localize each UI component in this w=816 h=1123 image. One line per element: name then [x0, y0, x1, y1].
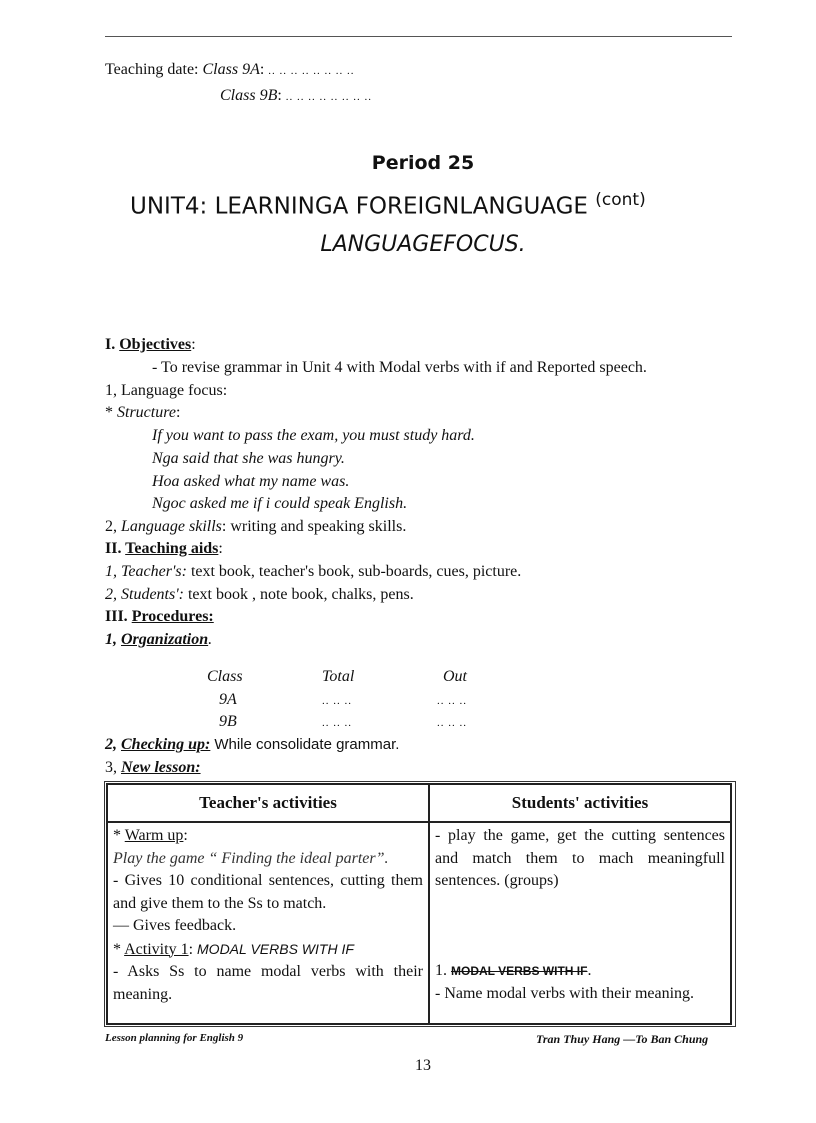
language-focus: 1, Language focus:: [105, 382, 228, 399]
total-col-header: Total: [322, 668, 355, 685]
teaching-date-line-a: Teaching date: Class 9A: .. .. .. .. .. .. .. ..: [105, 61, 355, 78]
example-2: Nga said that she was hungry.: [152, 450, 345, 467]
language-skills-line: [105, 518, 406, 536]
class-9b-label: Class 9B: [220, 87, 278, 104]
procedures-num: III.: [105, 608, 128, 625]
checking-num: 2,: [105, 736, 117, 753]
example-3: Hoa asked what my name was.: [152, 473, 350, 490]
row-9a-out: .. .. ..: [437, 695, 467, 707]
skills-label: Language skills: [121, 518, 222, 535]
row-9b-out: .. .. ..: [437, 717, 467, 729]
unit-title: [130, 190, 646, 220]
unit-title-text: UNIT4: LEARNINGA FOREIGNLANGUAGE: [130, 193, 588, 220]
class-9a-label: Class 9A: [202, 61, 260, 78]
unit-cont: (cont): [595, 190, 646, 210]
class-col-header: Class: [207, 668, 243, 685]
warmup-game: Play the game “ Finding the ideal parter”.: [113, 849, 389, 867]
teacher-aids-text: text book, teacher's book, sub-boards, cues, picture.: [190, 563, 522, 580]
row-9a-class: 9A: [219, 691, 237, 708]
warmup-teacher-2: — Gives feedback.: [113, 917, 237, 934]
warmup-teacher-1: - Gives 10 conditional sentences, cutting them and give them to the Ss to match.: [113, 872, 423, 912]
objectives-label: Objectives: [119, 336, 192, 353]
activity1-students: - Name modal verbs with their meaning.: [435, 984, 695, 1002]
footer-left: Lesson planning for English 9: [105, 1032, 244, 1044]
class-9a-dots: .. .. .. .. .. .. .. ..: [268, 65, 355, 77]
structure-star: *: [105, 404, 113, 421]
activity1-students-line: 1. MODAL VERBS WITH IF.: [435, 962, 592, 979]
students-activities-cell: [429, 822, 731, 1024]
students-aids-text: text book , note book, chalks, pens.: [187, 586, 414, 603]
page-number: 13: [415, 1057, 431, 1074]
activity1-title: MODAL VERBS WITH IF: [197, 940, 354, 957]
teacher-activities-header: Teacher's activities: [107, 784, 429, 822]
row-9b-class: 9B: [219, 713, 237, 730]
warmup-label: Warm up: [124, 827, 184, 844]
activities-header-row: [107, 784, 731, 822]
example-1: If you want to pass the exam, you must study hard.: [152, 427, 475, 444]
teaching-aids-num: II.: [105, 540, 122, 557]
row-9a-total: .. .. ..: [322, 695, 352, 707]
teaching-date-label: Teaching date:: [105, 61, 199, 78]
teacher-aids-line: [105, 563, 521, 581]
organization-num: 1,: [105, 631, 117, 648]
procedures-label: Procedures:: [131, 608, 214, 625]
teaching-aids-heading: II. Teaching aids:: [105, 540, 223, 557]
row-9b-total: .. .. ..: [322, 717, 352, 729]
procedures-heading: [105, 608, 214, 626]
activity1-students-num: 1.: [435, 962, 447, 979]
objectives-intro: - To revise grammar in Unit 4 with Modal verbs with if and Reported speech.: [152, 359, 647, 376]
footer-right: Tran Thuy Hang —To Ban Chung: [536, 1032, 709, 1046]
class-9b-dots: .. .. .. .. .. .. .. ..: [285, 91, 373, 103]
skills-text: : writing and speaking skills.: [221, 518, 407, 535]
students-activities-header: Students' activities: [429, 784, 731, 822]
out-col-header: Out: [443, 668, 467, 685]
activity1-students-title: MODAL VERBS WITH IF: [451, 964, 588, 978]
skills-num: 2,: [105, 518, 117, 535]
activity1-label: Activity 1: [124, 940, 189, 958]
new-lesson-num: 3,: [105, 759, 117, 776]
checking-line: [105, 736, 399, 754]
objectives-heading: I. Objectives:: [105, 336, 196, 353]
activities-body-row: [107, 822, 731, 1024]
warmup-line: * Warm up:: [113, 827, 188, 844]
teacher-aids-label: 1, Teacher's:: [105, 563, 187, 580]
students-aids-label: 2, Students':: [105, 586, 184, 603]
activities-table: [106, 783, 732, 1025]
organization-label: Organization: [121, 631, 209, 648]
new-lesson-line: [105, 759, 201, 777]
activity1-line: * Activity 1: MODAL VERBS WITH IF: [113, 940, 354, 958]
teaching-date-line-b: Class 9B: .. .. .. .. .. .. .. ..: [220, 87, 373, 104]
checking-label: Checking up:: [121, 736, 211, 753]
new-lesson-label: New lesson:: [121, 759, 201, 776]
teaching-aids-label: Teaching aids: [125, 540, 219, 557]
objectives-num: I.: [105, 336, 116, 353]
activity1-teacher: - Asks Ss to name modal verbs with their meaning.: [113, 963, 423, 1003]
subtitle: LANGUAGEFOCUS.: [320, 232, 526, 257]
teacher-activities-cell: [107, 822, 429, 1024]
students-aids-line: [105, 586, 414, 604]
checking-text: While consolidate grammar.: [214, 736, 400, 753]
top-rule: [105, 36, 732, 37]
organization-line: 1, Organization.: [105, 631, 213, 648]
period-title: Period 25: [371, 152, 475, 174]
warmup-students: - play the game, get the cutting sentences and match them to mach meaningfull sentences. (groups): [435, 827, 725, 889]
structure-label: Structure: [117, 404, 176, 421]
structure-line: * Structure:: [105, 404, 181, 421]
example-4: Ngoc asked me if i could speak English.: [152, 495, 408, 512]
